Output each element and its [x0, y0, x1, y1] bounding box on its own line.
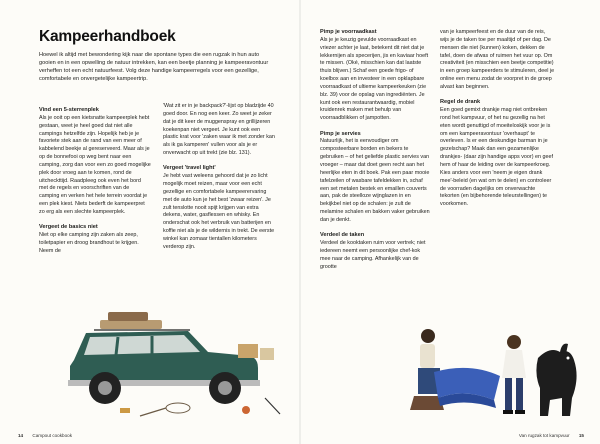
book-title: Campout cookbook	[32, 433, 72, 438]
crate-icon	[238, 344, 258, 358]
blanket-folding-illustration	[410, 318, 585, 422]
section-body: Als je je keuzig gevulde voorraadkast en vriezer achter je laat, betekent dit niet dat je lekkernijen als specerijen, jis en kaviaar hoeft te missen. (Oké, misschien kan dat laatste thuis blijven.) Schaf een goede frigo- of koelbox aan en investeer in een opklapbare voorraadkast of ultieme kampeerkeuken (zie blz. 39) voor de opslag van ingrediënten. Je kunt ook een restaurantwaardig, mobiel kruidenrek maken met behulp van voorraadblikken of jampotten.	[320, 36, 429, 122]
section-body: Als je ooit op een kietsnatte kampeerplek hebt gestaan, weet je heel goed dat niet alle campings hetzelfde zijn. Hopelijk heb je je favoriete stek aan de rand van een meer of kabbelend beekje al gereserveerd. Maar als je op de bonnefooi op weg bent naar een camping, zorg dan voor een zo goed mogelijke plek door vroeg aan te komen, rond de uitcheckttijd. Raadpleeg ook even het bord met de regels en voorschriften van de camping en verken het hele terrein voordat je een plek kiest. Niets bederft de kampeerpret zo erg als een slechte kampeerplek.	[39, 114, 151, 215]
roof-cargo-icon	[100, 320, 162, 329]
fishing-net-icon	[166, 403, 190, 413]
text-column-4	[440, 29, 555, 209]
section-heading: Regel de drank	[440, 99, 481, 106]
page-number: 14	[18, 433, 24, 438]
section-body: 'Wat zit er in je backpack?'-lijst op bladzijde 40 goed door. En nog een keer. Zo weet je zeker dat je dit keer de muggenspray en grillijzeren koekenpan niet vergeet. Je kunt ook een plastic krat voor 'zaken waar ik met zonder kan als ik ga kamperen' vullen voor als je er onverwacht op uit trekt (zie blz. 131).	[163, 103, 275, 157]
section-heading: Vergeet 'travel light'	[163, 165, 216, 172]
section-body: Niet op elke camping zijn zaken als zeep, toiletpapier en droog brandhout te krijgen. Neem de	[39, 232, 139, 254]
intro-paragraph: Hoewel ik altijd met bewondering kijk naar die spontane types die een rugzak in hun auto gooien en in een opwelling de natuur intrekken, kan een beetje planning je kampeeravontuur verheffen tot een echt natuurfeest. Volg deze handige kampeerregels voor een gezellige, comfortabele en onvergetelijke kampeertrip.	[39, 52, 269, 82]
page-number: 15	[578, 433, 584, 438]
page-title: Kampeerhandboek	[39, 28, 176, 45]
section-body: Een goed gemixt drankje mag niet ontbreken rond het kampvuur, of het nu gezellig na het eten wordt genuttigd of moeiteloskijk voor je is om een kampeeravontuur 'overhaupt' te overleven. Is er een deskundige barman in je gezelschap? Maak dan een gezamenlijke drankjes- (daar zijn handige apps voor) en geef hem of haar de leiding over de kampeerkroeg. Kies anders voor een 'neem je eigen drank mee'-beleid (en wat om te delen) en controleer de voorraden dagelijks om onverwachte tekorten (en bijbehorende teleurstellingen) te voorkomen.	[440, 107, 553, 208]
text-column-3	[320, 29, 432, 271]
section-heading: Verdeel de taken	[320, 232, 365, 239]
person-icon	[421, 329, 435, 343]
section-body: Natuurlijk, het is eenvoudiger om composteerbare borden en bekers te gebruiken – of het geliefde plastic servies van vroeger – maar dat doet geen recht aan het heerlijke eten in dit boek. Pak een paar mooie tafelzeilen of wasbare tafeldekken in, schaf een set metalen bestek en emaillen couverts aan, pak de steelloze wijnglazen in en bekijkbel niet op de schalen: je zult de melamine schalen en bakken vaker gebruiken dan je denkt.	[320, 138, 430, 223]
dog-icon	[536, 350, 576, 416]
footer-right	[519, 433, 584, 438]
right-page	[300, 0, 600, 444]
section-body: van je kampeerfeest en de duur van de reis, wijs je de taken toe per maaltijd of per dag. De mensen die niet (kunnen) koken, dekken de tafel, doen de afwas of ruimen het vuur op. Om creativiteit (en misschien een beetje competitie) in een groep kampeerders te stimuleren, deel je online een menu zodat de voorpret in de groep alvast kan beginnen.	[440, 29, 555, 90]
chapter-title: Van rugzak tot kampvuur	[518, 433, 570, 438]
section-body: Verdeel de kooktaken ruim voor vertrek; niet iedereen neemt een persoonlijke chef-kok mee naar de camping. Afhankelijk van de grootte	[320, 240, 426, 270]
text-column-1	[39, 107, 151, 256]
footer-left	[18, 433, 72, 438]
section-heading: Vergeet de basics niet	[39, 224, 98, 231]
section-body: Je hebt vast weleens gehoord dat je zo licht mogelijk moet reizen, maar voor een echt gezellige en comfortabele kampeerervaring met de auto kun je het best 'zwaar reizen'. Je zult tenslotte nooit spijt krijgen van extra dekens, water, gasflessen en whisky. En onderschat ook het verbruik van batterijen en koffie niet als je de wildernis in trekt. De eerste winkel kan zomaar tientallen kilometers verderop zijn.	[163, 173, 275, 250]
section-heading: Pimp je servies	[320, 130, 361, 137]
lure-icon	[242, 406, 250, 414]
car-illustration	[60, 300, 285, 420]
text-column-2	[163, 103, 275, 252]
section-heading: Vind een 5-sterrenplek	[39, 107, 99, 113]
section-heading: Pimp je voorraadkast	[320, 29, 377, 35]
